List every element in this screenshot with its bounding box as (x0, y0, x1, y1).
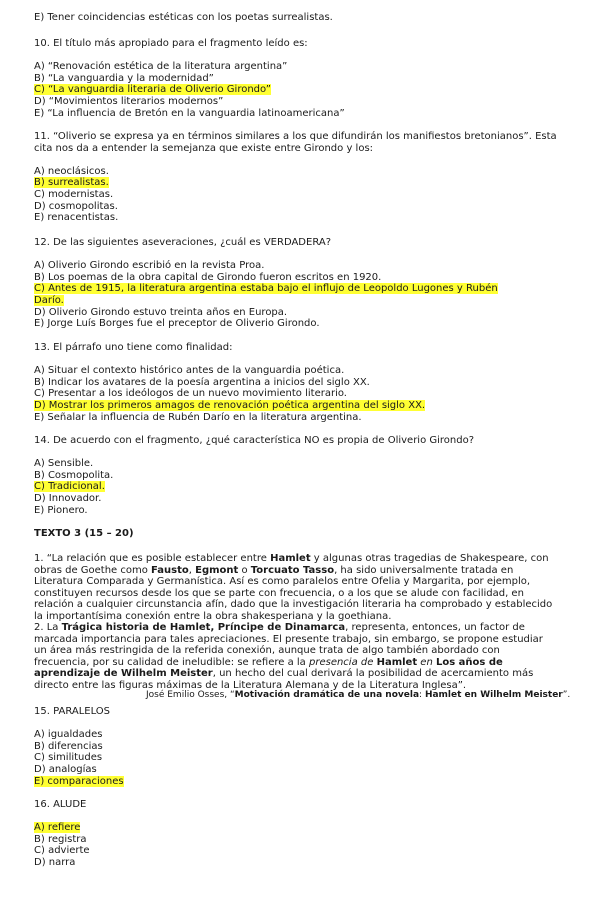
text-run: 2. La (34, 622, 62, 633)
option-text: A) Sensible. (34, 458, 94, 470)
bold-title-run: Fausto (151, 564, 189, 576)
question-14 (34, 435, 556, 516)
option-text: D) narra (34, 856, 76, 868)
option-text: E) Jorge Luís Borges fue el preceptor de Oliverio Girondo. (34, 318, 320, 330)
option-text: E) renacentistas. (34, 212, 119, 224)
answer-option (34, 189, 556, 201)
option-text: B) diferencias (34, 740, 103, 752)
option-text: C) Presentar a los ideólogos de un nuevo movimiento literario. (34, 388, 347, 400)
answer-option (34, 470, 556, 482)
texto3-paragraph-1 (34, 553, 556, 623)
text-run: , ha sido universalmente tratada en Literatura Comparada y Germanística. Así es como paralelos entre Ofelia y Margarita, por ejemplo, constituyen recursos desde los que se parte con frecuencia, o a los que se alude con facilidad, en relación a cualquier circunstancia afín, dado que la investigación literaria ha comprobado y establecido la importantísima conexión entre la obra shakesperiana y la goethiana. (34, 564, 553, 622)
answer-option (34, 412, 556, 424)
answer-option (34, 260, 556, 272)
option-text: E) “La influencia de Bretón en la vanguardia latinoamericana” (34, 107, 345, 119)
answer-option (34, 318, 556, 330)
option-text: C) Antes de 1915, la literatura argentina estaba bajo el influjo de Leopoldo Lugones y Rubén (34, 283, 498, 295)
option-text: E) Pionero. (34, 504, 88, 516)
option-text: C) Tradicional. (34, 481, 105, 493)
answer-option (34, 166, 556, 178)
option-text: B) Los poemas de la obra capital de Girondo fueron escritos en 1920. (34, 271, 382, 283)
bold-title-run: Hamlet (270, 553, 311, 564)
answer-option (34, 73, 556, 85)
bold-title-run: Trágica historia de Hamlet, Príncipe de Dinamarca (61, 622, 346, 633)
question-stem-line: 15. PARALELOS (34, 706, 111, 717)
option-text: C) advierte (34, 845, 90, 857)
answer-option (34, 96, 556, 108)
answer-option (34, 493, 556, 505)
option-text: D) “Movimientos literarios modernos” (34, 95, 224, 107)
option-text: E) Señalar la influencia de Rubén Darío en la literatura argentina. (34, 411, 362, 423)
answer-option (34, 388, 556, 400)
option-text: A) igualdades (34, 729, 103, 741)
text-run: : (419, 690, 425, 700)
answer-option-highlighted (34, 177, 556, 189)
question-stem-line: 12. De las siguientes aseveraciones, ¿cuál es VERDADERA? (34, 237, 332, 248)
answer-option (34, 729, 556, 741)
section-title-text: TEXTO 3 (15 – 20) (34, 528, 134, 539)
question-12 (34, 237, 556, 330)
option-line-e-previous (34, 12, 556, 24)
question-16 (34, 799, 556, 869)
text-run: , un hecho del cual derivará la posibilidad de acercamiento más directo entre las figuras máximas de la Literatura Alemana y de la Literatura Inglesa”. (34, 668, 534, 691)
text-run: José Emilio Osses, “ (146, 690, 235, 700)
answer-option (34, 365, 556, 377)
answer-option-highlighted (34, 776, 556, 788)
option-text: E) Tener coincidencias estéticas con los poetas surrealistas. (34, 12, 333, 23)
text-run: y algunas otras tragedias de Shakespeare, con obras de Goethe como (34, 553, 549, 576)
answer-option (34, 108, 556, 120)
question-stem-line: cita nos da a entender la semejanza que existe entre Girondo y los: (34, 142, 374, 154)
text-run: en (417, 656, 436, 668)
option-text: D) Innovador. (34, 492, 102, 504)
question-stem-line: 13. El párrafo uno tiene como finalidad: (34, 342, 233, 353)
answer-option (34, 377, 556, 389)
bold-title-run: Hamlet (376, 656, 418, 668)
option-text: A) Situar el contexto histórico antes de la vanguardia poética. (34, 365, 345, 377)
answer-option (34, 212, 556, 224)
option-text: A) Oliverio Girondo escribió en la revista Proa. (34, 260, 265, 272)
answer-option-highlighted (34, 400, 556, 412)
question-15 (34, 706, 556, 787)
option-text: D) Mostrar los primeros amagos de renovación poética argentina del siglo XX. (34, 399, 426, 411)
section-title (34, 528, 556, 540)
answer-option-highlighted (34, 84, 556, 96)
option-text: A) neoclásicos. (34, 165, 109, 177)
answer-option-highlighted (34, 283, 556, 295)
answer-option (34, 505, 556, 517)
answer-option (34, 845, 556, 857)
answer-option-highlighted (34, 822, 556, 834)
option-text: B) registra (34, 833, 87, 845)
answer-option (34, 307, 556, 319)
question-stem-line: 10. El título más apropiado para el fragmento leído es: (34, 38, 308, 49)
answer-option (34, 458, 556, 470)
text-run: ”. (562, 690, 571, 700)
option-text: B) “La vanguardia y la modernidad” (34, 72, 214, 84)
text-run: presencia de (309, 656, 377, 668)
text-run: , representa, entonces, un factor de marcada importancia para tales apreciaciones. El presente trabajo, sin embargo, se propone estudiar un área más restringida de la referida conexión, aunque trata de algo también abordado con frecuencia, por su calidad de ineludible: se refiere a la (34, 622, 543, 668)
option-text: A) “Renovación estética de la literatura argentina” (34, 61, 288, 73)
answer-option-highlighted (34, 295, 556, 307)
option-text: E) comparaciones (34, 775, 124, 787)
option-text: B) surrealistas. (34, 177, 109, 189)
answer-option (34, 857, 556, 869)
question-stem-line: 16. ALUDE (34, 799, 87, 810)
answer-option (34, 834, 556, 846)
bold-title-run: Egmont (195, 564, 239, 576)
option-text: Darío. (34, 294, 64, 306)
option-text: B) Cosmopolita. (34, 469, 114, 481)
answer-option-highlighted (34, 481, 556, 493)
text-run: 1. “La relación que es posible establecer entre (34, 553, 271, 564)
texto3-paragraph-2 (34, 622, 556, 692)
option-text: D) analogías (34, 763, 97, 775)
answer-option (34, 741, 556, 753)
option-text: C) “La vanguardia literaria de Oliverio Girondo” (34, 84, 271, 96)
bold-title-run: Hamlet en Wilhelm Meister (424, 690, 563, 700)
option-text: D) cosmopolitas. (34, 200, 118, 212)
bold-title-run: Los años de aprendizaje de Wilhelm Meister (34, 656, 503, 680)
source-credit (146, 690, 570, 702)
text-run: , (188, 564, 196, 576)
option-text: C) modernistas. (34, 188, 114, 200)
question-10 (34, 38, 556, 119)
bold-title-run: Torcuato Tasso (250, 564, 335, 576)
option-text: A) refiere (34, 822, 81, 834)
question-11 (34, 131, 556, 224)
option-text: C) similitudes (34, 752, 103, 764)
answer-option (34, 272, 556, 284)
answer-option (34, 752, 556, 764)
answer-option (34, 764, 556, 776)
option-text: D) Oliverio Girondo estuvo treinta años en Europa. (34, 306, 288, 318)
answer-option (34, 201, 556, 213)
question-stem-line: 14. De acuerdo con el fragmento, ¿qué característica NO es propia de Oliverio Girondo? (34, 435, 475, 446)
answer-option (34, 61, 556, 73)
question-stem-line: 11. “Oliverio se expresa ya en términos similares a los que difundirán los manifiestos bretonianos”. Esta (34, 131, 557, 142)
question-13 (34, 342, 556, 423)
bold-title-run: Motivación dramática de una novela (234, 690, 420, 700)
option-text: B) Indicar los avatares de la poesía argentina a inicios del siglo XX. (34, 376, 370, 388)
text-run: o (238, 564, 251, 576)
